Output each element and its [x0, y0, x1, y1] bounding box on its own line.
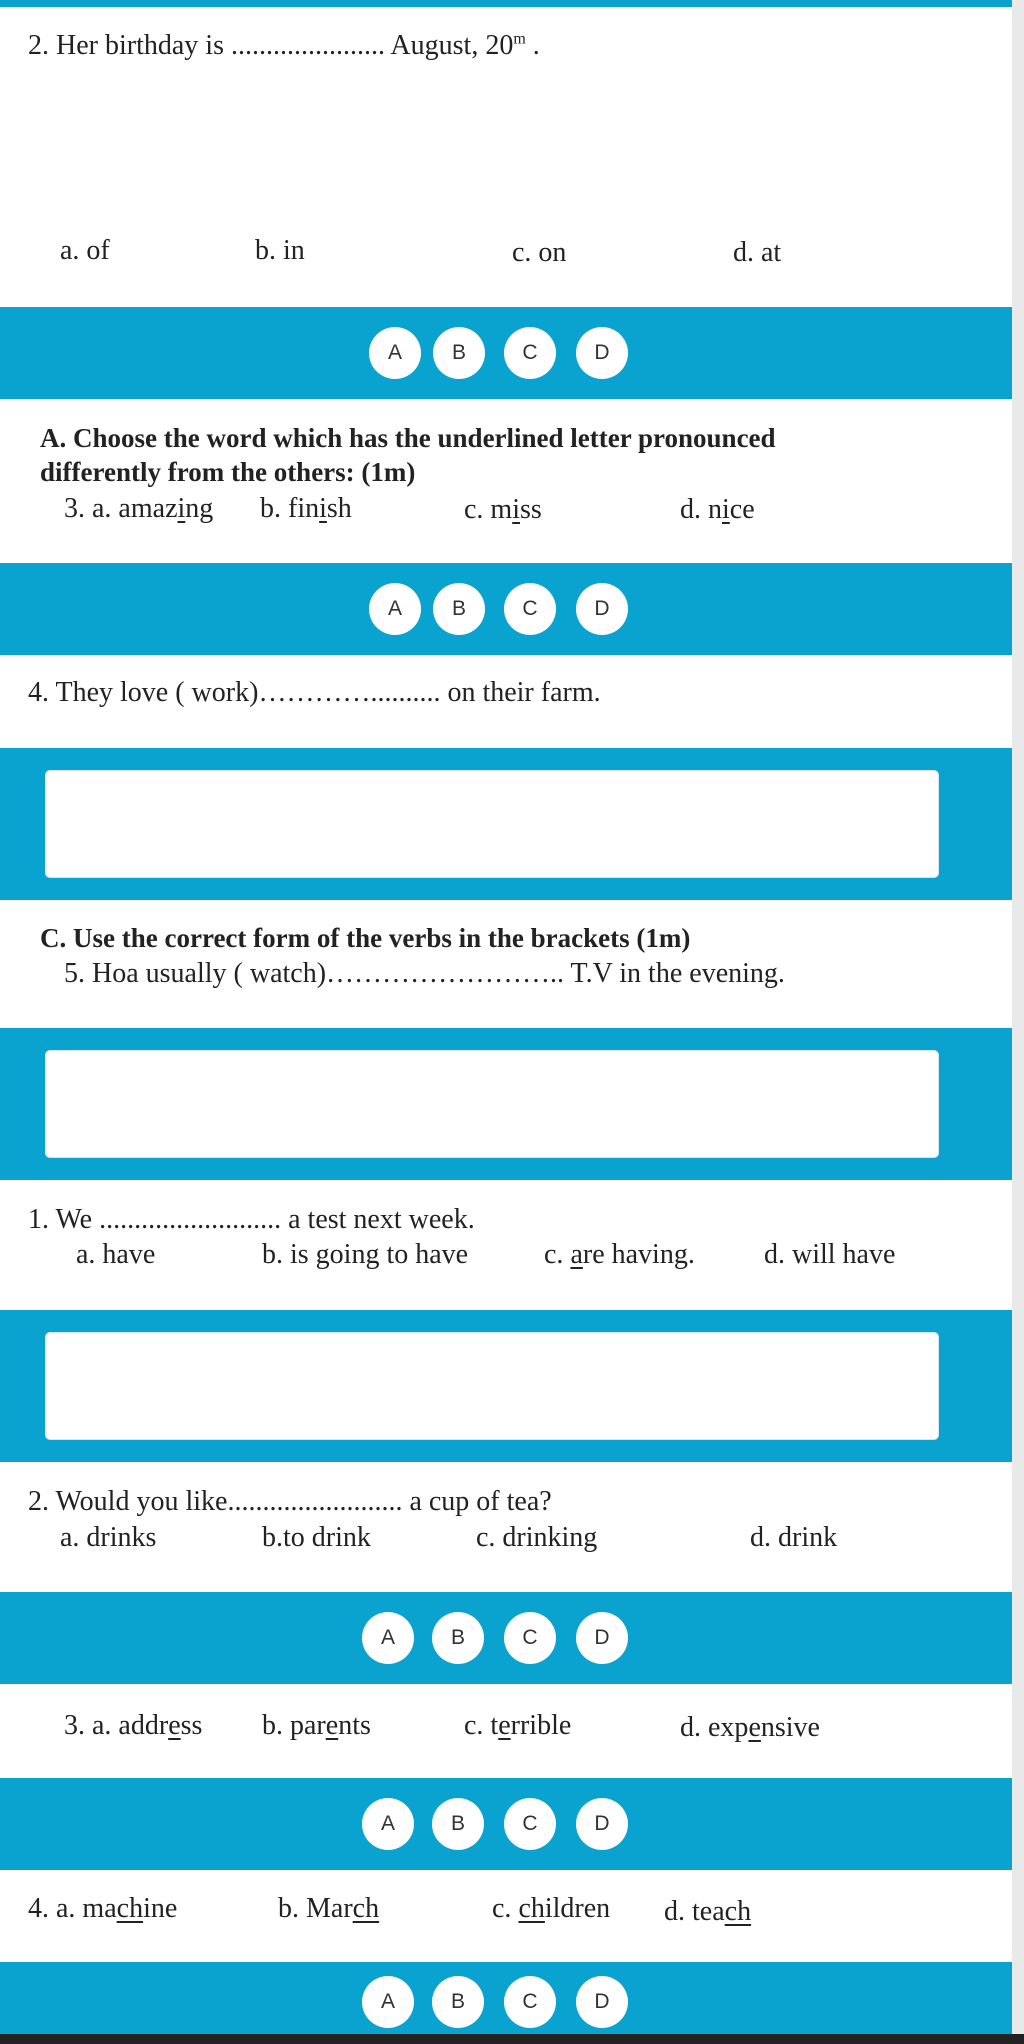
answer-panel-2 — [0, 1028, 1012, 1180]
answer-button-a[interactable]: A — [362, 1798, 414, 1850]
option-d: d. will have — [764, 1239, 896, 1270]
underlined-letter: i — [177, 493, 186, 524]
underlined-letter: i — [319, 493, 327, 524]
answer-button-c[interactable]: C — [504, 1976, 556, 2028]
option-a: a. have — [76, 1239, 156, 1270]
option-d-expensive — [680, 1712, 820, 1744]
option-d-teach — [664, 1896, 751, 1928]
section-c-heading: C. Use the correct form of the verbs in the brackets (1m) — [40, 923, 691, 953]
option-b-parents — [262, 1710, 371, 1742]
word-text: nsive — [760, 1712, 820, 1743]
underlined-letter: e — [168, 1710, 181, 1741]
underlined-letter: ch — [116, 1893, 144, 1924]
answer-button-a[interactable]: A — [369, 583, 421, 635]
word-text: c. — [492, 1893, 519, 1924]
option-c-miss — [464, 494, 542, 526]
question-text-end: August, 20 — [384, 30, 514, 61]
word-text: sh — [326, 493, 352, 524]
option-d-nice — [680, 494, 755, 526]
blank-dots: ......................... — [227, 1486, 403, 1517]
option-a-machine — [28, 1893, 177, 1925]
word-text: c. — [544, 1239, 571, 1270]
question-tea — [28, 1486, 552, 1518]
word-text: 3. a. amaz — [64, 493, 178, 524]
answer-button-c[interactable]: C — [504, 1798, 556, 1850]
underlined-letter: a — [570, 1239, 583, 1270]
answer-button-b[interactable]: B — [433, 583, 485, 635]
option-a-amazing — [64, 493, 213, 525]
scroll-edge — [1012, 0, 1024, 2044]
answer-button-d[interactable]: D — [576, 1976, 628, 2028]
word-text: ss — [180, 1710, 203, 1741]
section-a-heading-line2: differently from the others: (1m) — [40, 457, 416, 487]
option-a-address — [64, 1710, 202, 1742]
question-birthday — [28, 30, 540, 62]
option-b-march — [278, 1893, 379, 1925]
answer-panel-1 — [0, 748, 1012, 900]
underlined-letter: e — [498, 1710, 511, 1741]
underlined-letter: ch — [724, 1896, 752, 1927]
option-d: d. drink — [750, 1522, 838, 1553]
question-text-end: on their farm. — [440, 677, 601, 708]
word-text: ng — [185, 493, 214, 524]
answer-button-a[interactable]: A — [369, 327, 421, 379]
word-text: ss — [520, 494, 542, 525]
word-text: ce — [729, 494, 755, 525]
answer-button-a[interactable]: A — [362, 1612, 414, 1664]
option-c: c. drinking — [476, 1522, 598, 1553]
answer-button-d[interactable]: D — [576, 1798, 628, 1850]
question-text: 4. They love ( work) — [28, 677, 259, 708]
underlined-letter: i — [722, 494, 730, 525]
word-text: d. n — [680, 494, 722, 525]
option-b: b.to drink — [262, 1522, 371, 1553]
answer-bar-5 — [0, 1962, 1012, 2034]
answer-button-d[interactable]: D — [576, 1612, 628, 1664]
blank-dots: ………….......... — [258, 677, 441, 708]
underlined-letter: e — [325, 1710, 339, 1741]
answer-button-b[interactable]: B — [432, 1798, 484, 1850]
underlined-letter: ch — [518, 1893, 545, 1924]
answer-button-a[interactable]: A — [362, 1976, 414, 2028]
option-b: b. is going to have — [262, 1239, 469, 1270]
word-text: ildren — [544, 1893, 611, 1924]
answer-button-b[interactable]: B — [433, 327, 485, 379]
question-text: 5. Hoa usually ( watch) — [64, 958, 327, 989]
underlined-letter: ch — [352, 1893, 380, 1924]
word-text: re having. — [582, 1239, 695, 1270]
question-text-end: a test next week. — [281, 1204, 475, 1235]
answer-button-d[interactable]: D — [576, 327, 628, 379]
section-a-heading-line1: A. Choose the word which has the underlined letter pronounced — [40, 423, 776, 453]
question-5 — [64, 958, 785, 990]
word-text: 4. a. ma — [28, 1893, 117, 1924]
underlined-letter: i — [512, 494, 520, 525]
word-text: nts — [338, 1710, 371, 1741]
question-we — [28, 1204, 475, 1236]
top-accent-bar — [0, 0, 1024, 7]
answer-bar-2 — [0, 563, 1012, 655]
answer-bar-3 — [0, 1592, 1012, 1684]
word-text: c. t — [464, 1710, 499, 1741]
bottom-bar — [0, 2034, 1024, 2044]
answer-panel-3 — [0, 1310, 1012, 1462]
answer-text-input[interactable] — [45, 770, 939, 878]
word-text: ine — [143, 1893, 178, 1924]
question-period: . — [525, 30, 540, 61]
option-b-finish — [260, 493, 352, 525]
word-text: b. Mar — [278, 1893, 353, 1924]
option-b: b. in — [255, 235, 305, 266]
word-text: c. m — [464, 494, 513, 525]
answer-button-c[interactable]: C — [504, 583, 556, 635]
option-c — [544, 1239, 695, 1271]
word-text: rrible — [510, 1710, 572, 1741]
answer-button-c[interactable]: C — [504, 1612, 556, 1664]
option-d: d. at — [733, 237, 782, 268]
question-text: 2. Her birthday is — [28, 30, 231, 61]
question-text: 1. We — [28, 1204, 100, 1235]
superscript: m — [513, 30, 526, 48]
answer-button-d[interactable]: D — [576, 583, 628, 635]
blank-dots: …………………….. — [326, 958, 565, 989]
answer-button-b[interactable]: B — [432, 1976, 484, 2028]
answer-button-b[interactable]: B — [432, 1612, 484, 1664]
option-a: a. of — [60, 235, 110, 266]
word-text: d. exp — [680, 1712, 749, 1743]
word-text: 3. a. addr — [64, 1710, 169, 1741]
option-c-children — [492, 1893, 610, 1925]
blank-dots: ...................... — [230, 30, 385, 61]
question-text: 2. Would you like — [28, 1486, 228, 1517]
option-a: a. drinks — [60, 1522, 157, 1553]
answer-bar-1 — [0, 307, 1012, 399]
word-text: d. tea — [664, 1896, 725, 1927]
option-c: c. on — [512, 237, 567, 268]
question-text-end: a cup of tea? — [402, 1486, 552, 1517]
question-text-end: T.V in the evening. — [564, 958, 785, 989]
answer-text-input[interactable] — [45, 1050, 939, 1158]
blank-dots: .......................... — [99, 1204, 282, 1235]
word-text: b. fin — [260, 493, 320, 524]
question-4 — [28, 677, 601, 709]
underlined-letter: e — [748, 1712, 761, 1743]
word-text: b. par — [262, 1710, 326, 1741]
answer-bar-4 — [0, 1778, 1012, 1870]
answer-button-c[interactable]: C — [504, 327, 556, 379]
option-c-terrible — [464, 1710, 571, 1742]
answer-text-input[interactable] — [45, 1332, 939, 1440]
